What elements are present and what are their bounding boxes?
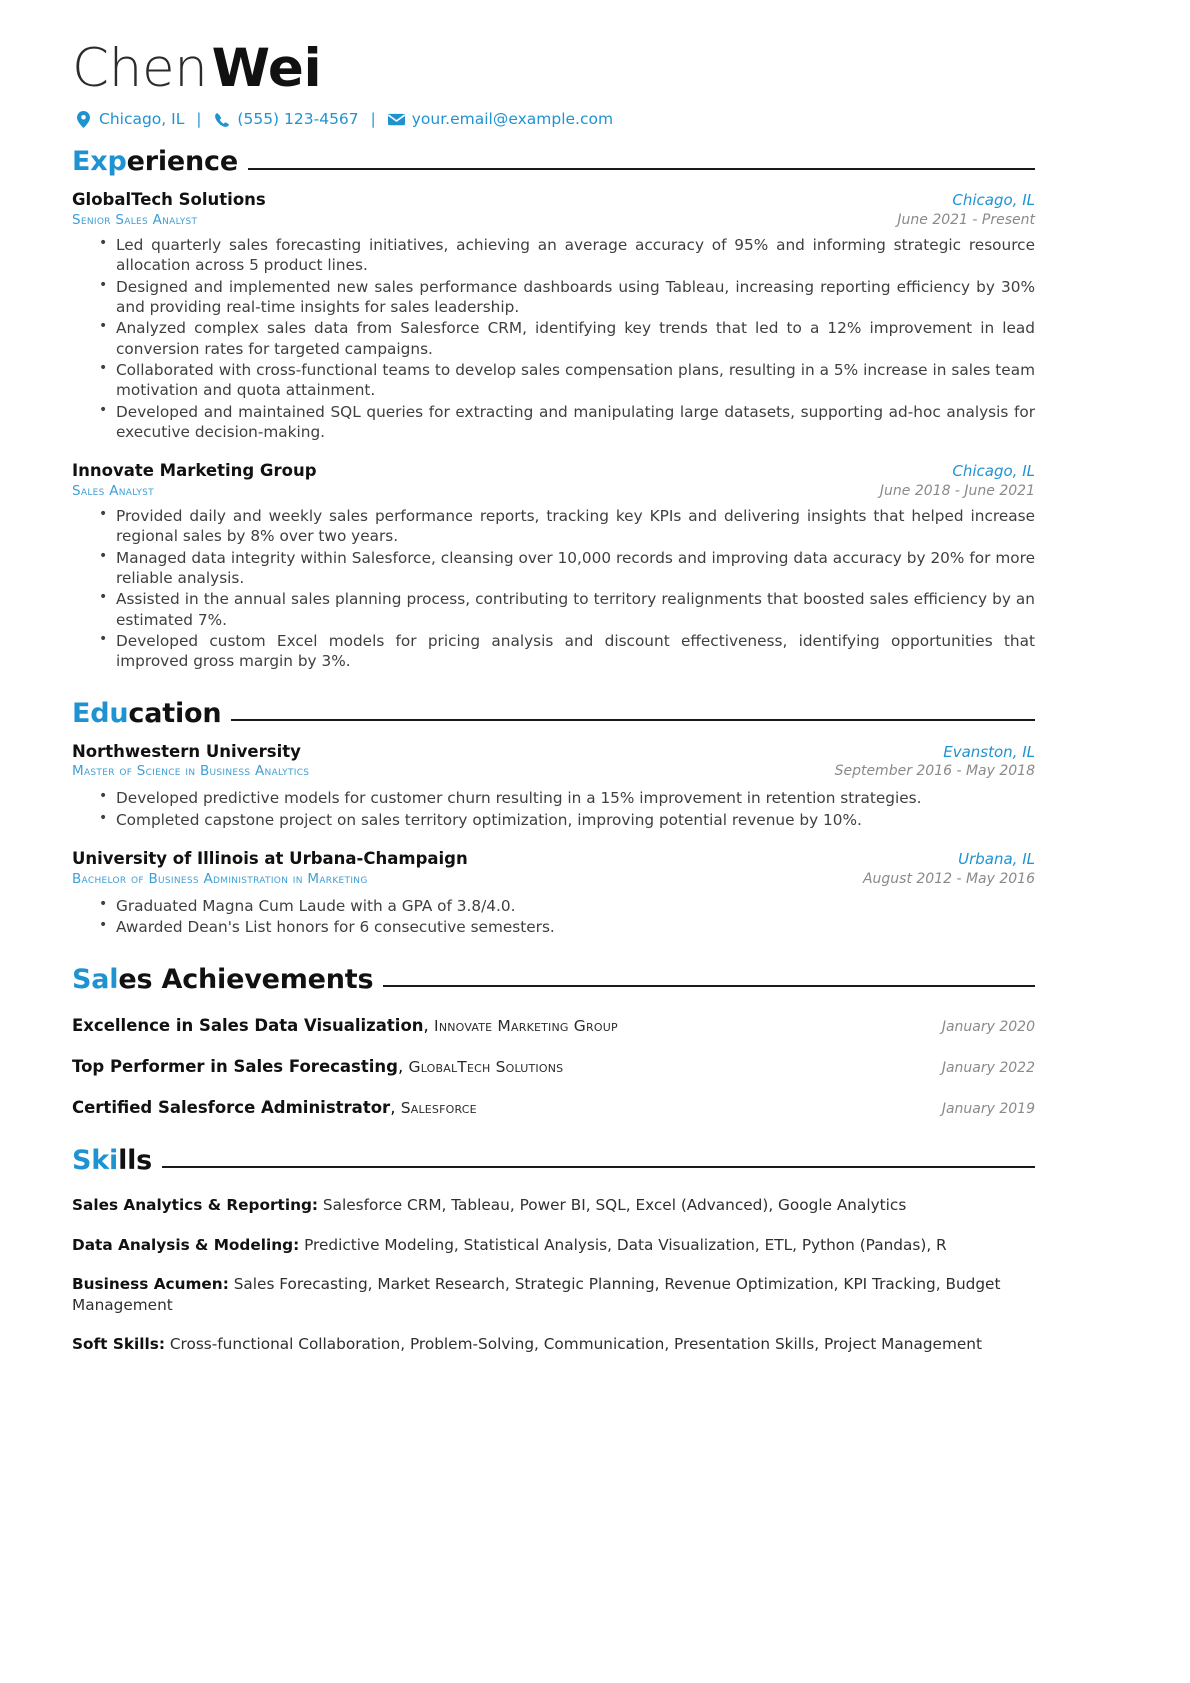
achievement-date: January 2019 bbox=[941, 1101, 1035, 1118]
skill-row bbox=[72, 1274, 1035, 1315]
skill-row bbox=[72, 1235, 1035, 1256]
skill-values: Predictive Modeling, Statistical Analysis, Data Visualization, ETL, Python (Pandas), R bbox=[304, 1235, 947, 1254]
experience-entry bbox=[72, 460, 1035, 671]
entry-bullet-list bbox=[72, 896, 1035, 938]
last-name: Wei bbox=[211, 38, 322, 99]
list-item: • Managed data integrity within Salesforce, cleansing over 10,000 records and improving data accuracy by 20% for more reliable analysis. bbox=[114, 548, 1035, 589]
section-education bbox=[72, 698, 1035, 938]
achievement-row bbox=[72, 1056, 1035, 1077]
section-achievements bbox=[72, 964, 1035, 1119]
section-title-highlight: Ski bbox=[72, 1144, 119, 1176]
section-skills bbox=[72, 1145, 1035, 1355]
achievement-date: January 2020 bbox=[941, 1018, 1035, 1035]
entry-bullet-list bbox=[72, 788, 1035, 830]
entry-organization: GlobalTech Solutions bbox=[72, 190, 266, 210]
entry-organization: University of Illinois at Urbana-Champaign bbox=[72, 849, 468, 869]
entry-dates: September 2016 - May 2018 bbox=[834, 763, 1035, 780]
education-entry bbox=[72, 741, 1035, 830]
entry-location: Chicago, IL bbox=[952, 462, 1035, 481]
achievement-separator: , bbox=[423, 1015, 435, 1035]
achievement-title: Excellence in Sales Data Visualization bbox=[72, 1015, 424, 1035]
section-rule bbox=[231, 719, 1035, 721]
list-item: • Completed capstone project on sales territory optimization, improving potential revenue by 10%. bbox=[114, 810, 1035, 830]
contact-location bbox=[75, 111, 184, 128]
entry-organization: Innovate Marketing Group bbox=[72, 461, 317, 481]
list-item: • Designed and implemented new sales performance dashboards using Tableau, increasing reporting efficiency by 30% and providing real-time insights for sales leadership. bbox=[114, 277, 1035, 318]
section-header-achievements bbox=[72, 964, 1035, 995]
section-rule bbox=[248, 168, 1035, 170]
entry-dates: June 2018 - June 2021 bbox=[879, 482, 1035, 499]
entry-bullet-list bbox=[72, 506, 1035, 672]
section-title-highlight: Edu bbox=[72, 697, 129, 729]
list-item: • Awarded Dean's List honors for 6 consecutive semesters. bbox=[114, 917, 1035, 937]
education-entry bbox=[72, 848, 1035, 937]
achievement-separator: , bbox=[397, 1057, 409, 1076]
section-header-education bbox=[72, 698, 1035, 729]
entry-role: Senior Sales Analyst bbox=[72, 211, 198, 228]
skill-row bbox=[72, 1334, 1035, 1355]
section-title-rest: lls bbox=[118, 1144, 153, 1176]
list-item: • Assisted in the annual sales planning process, contributing to territory realignments that boosted sales efficiency by an estimated 7%. bbox=[114, 589, 1035, 630]
section-title-achievements bbox=[72, 964, 373, 995]
skill-category: Soft Skills: bbox=[72, 1335, 165, 1354]
entry-top-row bbox=[72, 189, 1035, 210]
skill-category: Data Analysis & Modeling: bbox=[72, 1235, 300, 1254]
achievement-organization: GlobalTech Solutions bbox=[408, 1058, 564, 1076]
skill-row bbox=[72, 1195, 1035, 1216]
section-rule bbox=[162, 1166, 1035, 1168]
section-title-education bbox=[72, 698, 221, 729]
list-item: • Analyzed complex sales data from Salesforce CRM, identifying key trends that led to a 12% improvement in lead conversion rates for targeted campaigns. bbox=[114, 318, 1035, 359]
achievement-title: Certified Salesforce Administrator bbox=[72, 1098, 391, 1118]
entry-dates: August 2012 - May 2016 bbox=[862, 870, 1035, 887]
section-header-skills bbox=[72, 1145, 1035, 1176]
achievement-left bbox=[72, 1097, 477, 1118]
entry-degree: Master of Science in Business Analytics bbox=[72, 763, 310, 780]
skill-category: Sales Analytics & Reporting: bbox=[72, 1195, 319, 1214]
contact-phone-text: (555) 123-4567 bbox=[237, 109, 359, 128]
achievement-organization: Innovate Marketing Group bbox=[434, 1016, 618, 1035]
achievement-row bbox=[72, 1015, 1035, 1036]
section-title-highlight: Exp bbox=[72, 146, 127, 178]
contact-phone bbox=[213, 111, 358, 128]
section-header-experience bbox=[72, 146, 1035, 177]
skill-values: Sales Forecasting, Market Research, Strategic Planning, Revenue Optimization, KPI Tracking, Budget Management bbox=[72, 1275, 1001, 1314]
section-rule bbox=[383, 985, 1035, 987]
entry-location: Evanston, IL bbox=[943, 742, 1035, 761]
list-item: • Developed custom Excel models for pricing analysis and discount effectiveness, identifying opportunities that improved gross margin by 3%. bbox=[114, 631, 1035, 672]
section-title-experience bbox=[72, 146, 238, 177]
achievement-organization: Salesforce bbox=[400, 1099, 477, 1118]
experience-entry bbox=[72, 189, 1035, 442]
entry-dates: June 2021 - Present bbox=[897, 211, 1035, 228]
contact-separator-1: | bbox=[196, 110, 202, 129]
section-title-rest: erience bbox=[126, 146, 238, 178]
entry-top-row bbox=[72, 848, 1035, 869]
entry-bullet-list bbox=[72, 235, 1035, 442]
entry-organization: Northwestern University bbox=[72, 741, 301, 761]
section-title-skills bbox=[72, 1145, 152, 1176]
contact-email-text: your.email@example.com bbox=[411, 109, 614, 128]
resume-header bbox=[72, 40, 1035, 128]
achievement-separator: , bbox=[390, 1098, 401, 1118]
achievement-left bbox=[72, 1056, 563, 1077]
achievement-row bbox=[72, 1097, 1035, 1118]
list-item: • Provided daily and weekly sales performance reports, tracking key KPIs and delivering insights that helped increase regional sales by 8% over two years. bbox=[114, 506, 1035, 547]
section-experience bbox=[72, 146, 1035, 672]
entry-top-row bbox=[72, 460, 1035, 481]
list-item: • Graduated Magna Cum Laude with a GPA of 3.8/4.0. bbox=[114, 896, 1035, 916]
list-item: • Developed and maintained SQL queries for extracting and manipulating large datasets, supporting ad-hoc analysis for executive decision-making. bbox=[114, 402, 1035, 443]
entry-location: Urbana, IL bbox=[958, 850, 1035, 869]
map-pin-icon bbox=[75, 111, 92, 128]
entry-sub-row bbox=[72, 870, 1035, 888]
section-title-highlight: Sal bbox=[72, 963, 119, 995]
achievement-title: Top Performer in Sales Forecasting bbox=[72, 1057, 398, 1076]
entry-degree: Bachelor of Business Administration in Marketing bbox=[72, 870, 368, 887]
skill-values: Salesforce CRM, Tableau, Power BI, SQL, Excel (Advanced), Google Analytics bbox=[322, 1195, 907, 1214]
skill-category: Business Acumen: bbox=[72, 1275, 229, 1294]
achievement-left bbox=[72, 1015, 618, 1036]
contact-separator-2: | bbox=[370, 110, 376, 129]
list-item: • Led quarterly sales forecasting initiatives, achieving an average accuracy of 95% and informing strategic resource allocation across 5 product lines. bbox=[114, 235, 1035, 276]
contact-email bbox=[388, 111, 613, 128]
entry-top-row bbox=[72, 741, 1035, 762]
section-title-rest: cation bbox=[128, 697, 222, 729]
page-title bbox=[72, 40, 1035, 97]
contact-line bbox=[75, 111, 1035, 128]
skill-values: Cross-functional Collaboration, Problem-Solving, Communication, Presentation Skills, Project Management bbox=[169, 1335, 982, 1354]
entry-sub-row bbox=[72, 211, 1035, 229]
envelope-icon bbox=[388, 111, 405, 128]
entry-location: Chicago, IL bbox=[952, 191, 1035, 210]
phone-icon bbox=[213, 111, 230, 128]
list-item: • Collaborated with cross-functional teams to develop sales compensation plans, resulting in a 5% increase in sales team motivation and quota attainment. bbox=[114, 360, 1035, 401]
list-item: • Developed predictive models for customer churn resulting in a 15% improvement in retention strategies. bbox=[114, 788, 1035, 808]
contact-location-text: Chicago, IL bbox=[99, 109, 185, 128]
entry-sub-row bbox=[72, 762, 1035, 780]
entry-role: Sales Analyst bbox=[72, 482, 154, 499]
first-name: Chen bbox=[72, 38, 208, 99]
section-title-rest: es Achievements bbox=[118, 963, 374, 995]
achievement-date: January 2022 bbox=[941, 1060, 1035, 1076]
entry-sub-row bbox=[72, 482, 1035, 500]
